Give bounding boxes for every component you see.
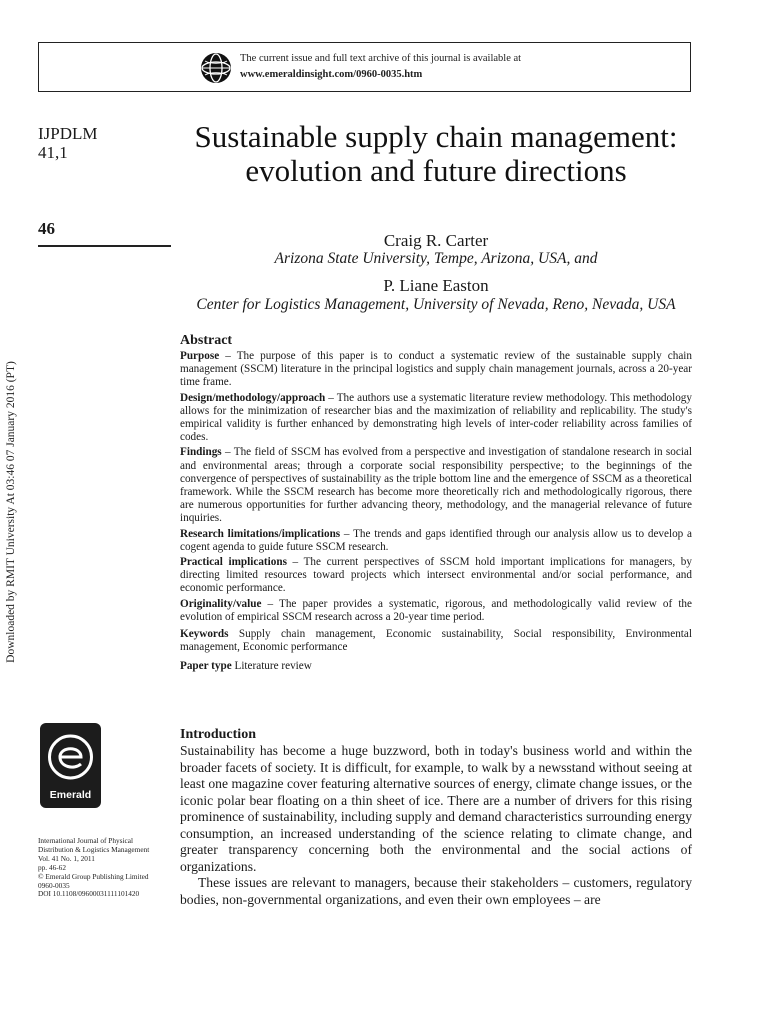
author-name: Craig R. Carter	[383, 231, 489, 250]
abstract-paper-type	[180, 660, 692, 673]
abstract-section	[180, 333, 692, 676]
practical-label: Practical implications	[180, 556, 287, 569]
pub-info-line: International Journal of Physical	[38, 836, 134, 845]
journal-url-link[interactable]: www.emeraldinsight.com/0960-0035.htm	[240, 69, 423, 80]
author-name: P. Liane Easton	[383, 276, 489, 295]
abstract-design	[180, 392, 692, 445]
limitations-text: – The trends and gaps identified through our analysis allow us to develop a cogent agenda to guide future SSCM research.	[180, 527, 692, 553]
journal-availability-banner	[38, 42, 691, 92]
pub-info-line: 0960-0035	[38, 880, 70, 890]
page-number-rule	[38, 245, 171, 247]
pub-info-line: DOI 10.1108/09600031111101420	[38, 889, 140, 899]
journal-abbreviation: IJPDLM	[38, 124, 98, 143]
originality-text: – The paper provides a systematic, rigorous, and methodologically valid review of the evolution of empirical SSCM research across a 20-year time period.	[180, 597, 692, 623]
introduction-paragraph: Sustainability has become a huge buzzword, both in today's business world and within the broader facets of society. It is difficult, for example, to walk by a newsstand without seeing at least one magazine cover featuring alternative sources of energy, climate change issues, or the iconic polar bear floating on a thin sheet of ice. There are a number of drivers for this rising prominence of sustainability, including supply and demand characteristics surrounding energy consumption, an increased understanding of the science relating to climate change, and greater transparency concerning both the environmental and the social actions of organizations.	[180, 743, 692, 874]
download-watermark: Downloaded by RMIT University At 03:46 07 January 2016 (PT)	[5, 361, 17, 663]
introduction-section	[180, 727, 692, 908]
pub-info-line: Vol. 41 No. 1, 2011	[38, 853, 95, 863]
abstract-purpose	[180, 350, 692, 390]
pub-info-line: pp. 46-62	[38, 862, 66, 872]
findings-label: Findings	[180, 446, 222, 459]
publication-info	[38, 837, 188, 899]
purpose-label: Purpose	[180, 350, 220, 362]
globe-icon	[200, 52, 232, 84]
abstract-originality	[180, 598, 692, 624]
paper-type-label: Paper type	[180, 660, 232, 673]
emerald-logo	[40, 723, 101, 808]
purpose-text: – The purpose of this paper is to conduct a systematic review of the sustainable supply chain management (SSCM) literature in the principal logistics and supply chain management journals, across a 20-year time frame.	[180, 350, 692, 389]
article-title: Sustainable supply chain management: evolution and future directions	[194, 119, 678, 188]
findings-text: – The field of SSCM has evolved from a perspective and investigation of standalone research in social and environmental areas; through a corporate social responsibility perspective; to the beginnings of the convergence of perspectives of sustainability as the triple bottom line and the emergence of SSCM as a theoretical framework. While the SSCM research has become more theoretically rich and methodologically rigorous, there are numerous opportunities for further advancing theory, methodology, and the managerial relevance of future inquiries.	[180, 446, 692, 525]
page-number: 46	[38, 219, 55, 238]
keywords-text: Supply chain management, Economic sustainability, Social responsibility, Environmental management, Economic performance	[180, 628, 692, 654]
abstract-findings	[180, 446, 692, 525]
emerald-logo-text: Emerald	[49, 789, 92, 801]
emerald-e-icon	[46, 731, 95, 783]
limitations-label: Research limitations/implications	[180, 527, 341, 540]
author-affiliation: Center for Logistics Management, University of Nevada, Reno, Nevada, USA	[196, 296, 676, 313]
keywords-label: Keywords	[180, 628, 229, 641]
author-affiliation: Arizona State University, Tempe, Arizona, USA, and	[274, 250, 598, 267]
abstract-limitations	[180, 528, 692, 554]
originality-label: Originality/value	[180, 597, 262, 610]
abstract-heading: Abstract	[180, 333, 233, 348]
design-label: Design/methodology/approach	[180, 391, 326, 404]
paper-type-text: Literature review	[231, 660, 312, 673]
pub-info-line: © Emerald Group Publishing Limited	[38, 871, 149, 881]
abstract-practical	[180, 556, 692, 596]
pub-info-line: Distribution & Logistics Management	[38, 844, 150, 854]
archive-notice: The current issue and full text archive of this journal is available at	[240, 53, 522, 64]
introduction-heading: Introduction	[180, 727, 256, 742]
introduction-paragraph: These issues are relevant to managers, because their stakeholders – customers, regulatory bodies, non-governmental organizations, and even their own employees – are	[180, 875, 692, 907]
design-text: – The authors use a systematic literature review methodology. This methodology allows for the minimization of researcher bias and the maximization of reliability and replicability. The study's empirical validity is further enhanced by demonstrating high levels of inter-coder reliability across families of codes.	[180, 391, 692, 444]
journal-volume-issue: 41,1	[38, 143, 68, 162]
abstract-keywords	[180, 628, 692, 654]
practical-text: – The current perspectives of SSCM hold important implications for managers, by directing limited resources toward projects which intersect environmental and/or social performance, and economic performance.	[180, 556, 692, 595]
